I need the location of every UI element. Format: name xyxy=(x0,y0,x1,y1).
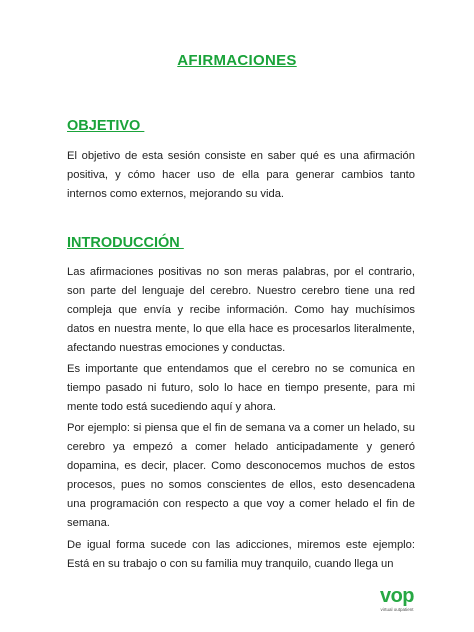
logo-wordmark: vop xyxy=(379,585,415,607)
section-heading-objetivo: OBJETIVO xyxy=(67,118,145,134)
section-heading-introduccion: INTRODUCCIÓN xyxy=(67,235,184,251)
paragraph-objetivo: El objetivo de esta sesión consiste en saber qué es una afirmación positiva, y cómo hacer uso de ella para generar cambios tanto internos como externos, mejorando su vida. xyxy=(67,150,415,200)
paragraph-intro-1: Las afirmaciones positivas no son meras palabras, por el contrario, son parte del lenguaje del cerebro. Nuestro cerebro tiene una red compleja que envía y recibe información. Como hay muchísimos datos en nuestra mente, lo que ella hace es procesarlos literalmente, afectando nuestras emociones y conductas. xyxy=(67,266,415,354)
paragraph-intro-3: Por ejemplo: si piensa que el fin de semana va a comer un helado, su cerebro ya empezó a comer helado anticipadamente y generó dopamina, es decir, placer. Como desconocemos muchos de estos procesos, pues no somos conscientes de ellos, esto desencadena una programación con respecto a que voy a comer helado el fin de semana. xyxy=(67,422,415,529)
vop-logo xyxy=(366,586,428,616)
paragraph-intro-4: De igual forma sucede con las adicciones, miremos este ejemplo: Está en su trabajo o con su familia muy tranquilo, cuando llega un xyxy=(67,539,415,570)
paragraph-intro-2: Es importante que entendamos que el cerebro no se comunica en tiempo pasado ni futuro, solo lo hace en tiempo presente, para mi mente todo está sucediendo aquí y ahora. xyxy=(67,363,415,413)
logo-tagline: virtual outpatient xyxy=(380,607,414,612)
document-title: AFIRMACIONES xyxy=(177,52,297,69)
